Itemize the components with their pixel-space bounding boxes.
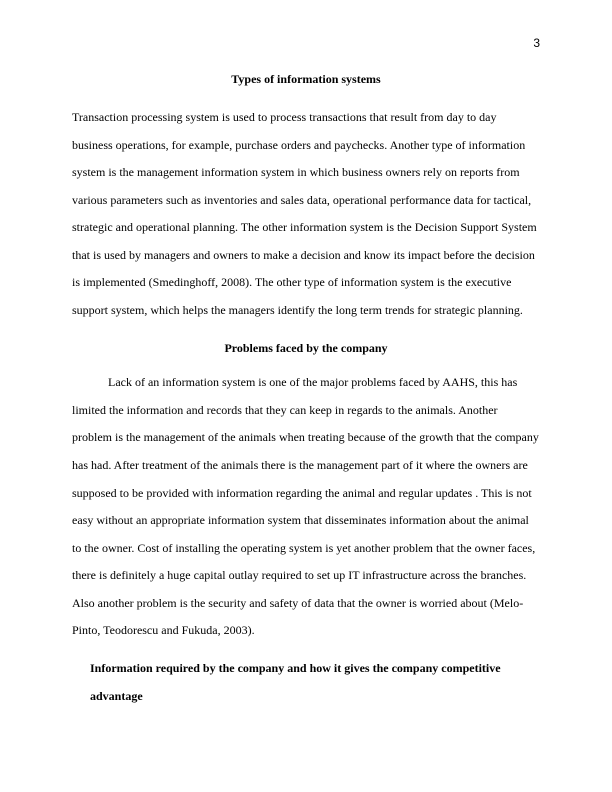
paragraph-line: Also another problem is the security and safety of data that the owner is worried about (Melo-: [72, 596, 524, 610]
paragraph-line: limited the information and records that they can keep in regards to the animals. Another: [72, 403, 498, 417]
section-heading-types-of-information-systems: Types of information systems: [231, 72, 381, 86]
paragraph-line: various parameters such as inventories and sales data, operational performance data for tactical,: [72, 193, 532, 207]
paragraph-line: strategic and operational planning. The other information system is the Decision Support System: [72, 220, 537, 234]
paragraph-line: system is the management information system in which business owners rely on reports from: [72, 165, 520, 179]
paragraph-line: Transaction processing system is used to process transactions that result from day to day: [72, 110, 497, 124]
paragraph-line: business operations, for example, purchase orders and paychecks. Another type of information: [72, 138, 526, 152]
paragraph-line: there is definitely a huge capital outlay required to set up IT infrastructure across the branches.: [72, 568, 527, 582]
paragraph-line: has had. After treatment of the animals there is the management part of it where the owners are: [72, 458, 528, 472]
paragraph-line: supposed to be provided with information regarding the animal and regular updates . This is not: [72, 486, 532, 500]
paragraph-line: Lack of an information system is one of the major problems faced by AAHS, this has: [108, 375, 518, 389]
section-heading-information-required: Information required by the company and how it gives the company competitive: [90, 661, 501, 675]
paragraph-line: to the owner. Cost of installing the operating system is yet another problem that the owner faces,: [72, 541, 536, 555]
section-heading-problems-faced: Problems faced by the company: [224, 341, 388, 355]
section-heading-information-required-continued: advantage: [90, 689, 143, 703]
paragraph-line: Pinto, Teodorescu and Fukuda, 2003).: [72, 623, 255, 637]
paragraph-line: support system, which helps the managers identify the long term trends for strategic planning.: [72, 303, 523, 317]
paragraph-line: easy without an appropriate information system that disseminates information about the animal: [72, 513, 529, 527]
paragraph-line: that is used by managers and owners to make a decision and know its impact before the decision: [72, 248, 535, 262]
page-number: 3: [533, 36, 540, 50]
paragraph-line: problem is the management of the animals when treating because of the growth that the company: [72, 430, 539, 444]
paragraph-line: is implemented (Smedinghoff, 2008). The other type of information system is the executive: [72, 275, 512, 289]
